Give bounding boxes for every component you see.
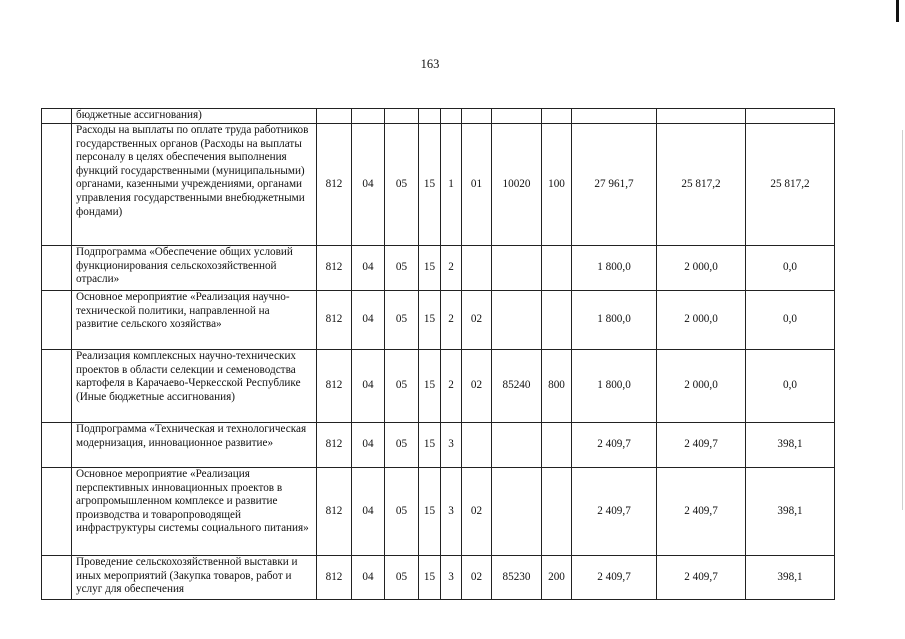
code-cell: 812 <box>317 124 352 246</box>
code-cell: 3 <box>441 556 462 600</box>
description-cell: Расходы на выплаты по оплате труда работников государственных органов (Расходы на выплаты персоналу в целях обеспечения выполнения функций государственными (муниципальными) органами, казенными учреждениями, органами управления государственными внебюджетными фондами) <box>72 124 317 246</box>
amount-cell: 0,0 <box>746 350 835 423</box>
code-cell: 05 <box>385 468 419 556</box>
code-cell: 812 <box>317 423 352 468</box>
code-cell: 02 <box>462 291 492 350</box>
code-cell: 04 <box>352 246 385 291</box>
code-cell: 2 <box>441 246 462 291</box>
code-cell: 05 <box>385 291 419 350</box>
amount-cell: 27 961,7 <box>572 124 657 246</box>
code-cell <box>542 291 572 350</box>
row-number-cell <box>42 246 72 291</box>
code-cell: 85240 <box>492 350 542 423</box>
code-cell: 1 <box>441 124 462 246</box>
code-cell <box>542 468 572 556</box>
row-number-cell <box>42 350 72 423</box>
code-cell: 3 <box>441 423 462 468</box>
page-edge-mark <box>896 0 899 22</box>
code-cell: 15 <box>419 556 441 600</box>
scan-artifact-line <box>902 130 903 510</box>
code-cell: 15 <box>419 246 441 291</box>
code-cell: 15 <box>419 468 441 556</box>
code-cell <box>462 423 492 468</box>
code-cell: 10020 <box>492 124 542 246</box>
code-cell: 02 <box>462 556 492 600</box>
table-row <box>42 556 835 600</box>
table-row <box>42 246 835 291</box>
code-cell: 800 <box>542 350 572 423</box>
table-row <box>42 109 835 124</box>
code-cell <box>492 423 542 468</box>
code-cell: 05 <box>385 556 419 600</box>
code-cell <box>462 246 492 291</box>
amount-cell: 398,1 <box>746 556 835 600</box>
amount-cell: 25 817,2 <box>657 124 746 246</box>
code-cell: 812 <box>317 350 352 423</box>
table-row <box>42 350 835 423</box>
code-cell: 812 <box>317 291 352 350</box>
code-cell: 812 <box>317 246 352 291</box>
code-cell: 02 <box>462 468 492 556</box>
amount-cell: 398,1 <box>746 468 835 556</box>
code-cell: 05 <box>385 350 419 423</box>
amount-cell: 2 000,0 <box>657 350 746 423</box>
amount-cell: 1 800,0 <box>572 246 657 291</box>
code-cell: 05 <box>385 246 419 291</box>
code-cell <box>492 246 542 291</box>
code-cell: 04 <box>352 468 385 556</box>
code-cell <box>542 109 572 124</box>
code-cell <box>492 291 542 350</box>
code-cell: 2 <box>441 350 462 423</box>
code-cell: 04 <box>352 423 385 468</box>
amount-cell: 1 800,0 <box>572 350 657 423</box>
description-cell: Основное мероприятие «Реализация перспективных инновационных проектов в агропромышленном комплексе и развитие производства и товаропроводящей инфраструктуры системы социального питания» <box>72 468 317 556</box>
code-cell: 15 <box>419 124 441 246</box>
table-row <box>42 291 835 350</box>
code-cell: 100 <box>542 124 572 246</box>
amount-cell: 2 409,7 <box>657 468 746 556</box>
amount-cell: 0,0 <box>746 246 835 291</box>
budget-table-body <box>42 109 835 600</box>
amount-cell <box>657 109 746 124</box>
description-cell: Основное мероприятие «Реализация научно-технической политики, направленной на развитие сельского хозяйства» <box>72 291 317 350</box>
amount-cell: 1 800,0 <box>572 291 657 350</box>
code-cell: 01 <box>462 124 492 246</box>
budget-table <box>41 108 835 600</box>
code-cell: 05 <box>385 124 419 246</box>
amount-cell: 2 409,7 <box>572 468 657 556</box>
code-cell <box>385 109 419 124</box>
row-number-cell <box>42 124 72 246</box>
code-cell: 85230 <box>492 556 542 600</box>
code-cell <box>352 109 385 124</box>
amount-cell: 398,1 <box>746 423 835 468</box>
code-cell: 2 <box>441 291 462 350</box>
amount-cell: 25 817,2 <box>746 124 835 246</box>
code-cell: 812 <box>317 556 352 600</box>
table-row <box>42 423 835 468</box>
row-number-cell <box>42 556 72 600</box>
code-cell: 15 <box>419 423 441 468</box>
code-cell: 15 <box>419 350 441 423</box>
code-cell: 02 <box>462 350 492 423</box>
code-cell: 3 <box>441 468 462 556</box>
page-number: 163 <box>420 57 440 71</box>
amount-cell <box>746 109 835 124</box>
amount-cell: 2 000,0 <box>657 291 746 350</box>
code-cell: 04 <box>352 556 385 600</box>
amount-cell: 2 409,7 <box>572 423 657 468</box>
description-cell: Реализация комплексных научно-технических проектов в области селекции и семеноводства картофеля в Карачаево-Черкесской Республике (Иные бюджетные ассигнования) <box>72 350 317 423</box>
row-number-cell <box>42 468 72 556</box>
amount-cell: 0,0 <box>746 291 835 350</box>
amount-cell: 2 409,7 <box>572 556 657 600</box>
description-cell: Проведение сельскохозяйственной выставки и иных мероприятий (Закупка товаров, работ и услуг для обеспечения <box>72 556 317 600</box>
table-row <box>42 124 835 246</box>
code-cell <box>492 109 542 124</box>
code-cell <box>492 468 542 556</box>
amount-cell: 2 409,7 <box>657 556 746 600</box>
code-cell: 04 <box>352 124 385 246</box>
row-number-cell <box>42 291 72 350</box>
code-cell: 200 <box>542 556 572 600</box>
code-cell <box>441 109 462 124</box>
code-cell <box>542 246 572 291</box>
amount-cell <box>572 109 657 124</box>
code-cell <box>419 109 441 124</box>
row-number-cell <box>42 109 72 124</box>
code-cell: 04 <box>352 350 385 423</box>
code-cell: 04 <box>352 291 385 350</box>
table-row <box>42 468 835 556</box>
amount-cell: 2 000,0 <box>657 246 746 291</box>
code-cell: 812 <box>317 468 352 556</box>
code-cell <box>542 423 572 468</box>
description-cell: бюджетные ассигнования) <box>72 109 317 124</box>
description-cell: Подпрограмма «Техническая и технологическая модернизация, инновационное развитие» <box>72 423 317 468</box>
code-cell <box>317 109 352 124</box>
code-cell: 05 <box>385 423 419 468</box>
amount-cell: 2 409,7 <box>657 423 746 468</box>
code-cell: 15 <box>419 291 441 350</box>
description-cell: Подпрограмма «Обеспечение общих условий функционирования сельскохозяйственной отрасли» <box>72 246 317 291</box>
row-number-cell <box>42 423 72 468</box>
code-cell <box>462 109 492 124</box>
